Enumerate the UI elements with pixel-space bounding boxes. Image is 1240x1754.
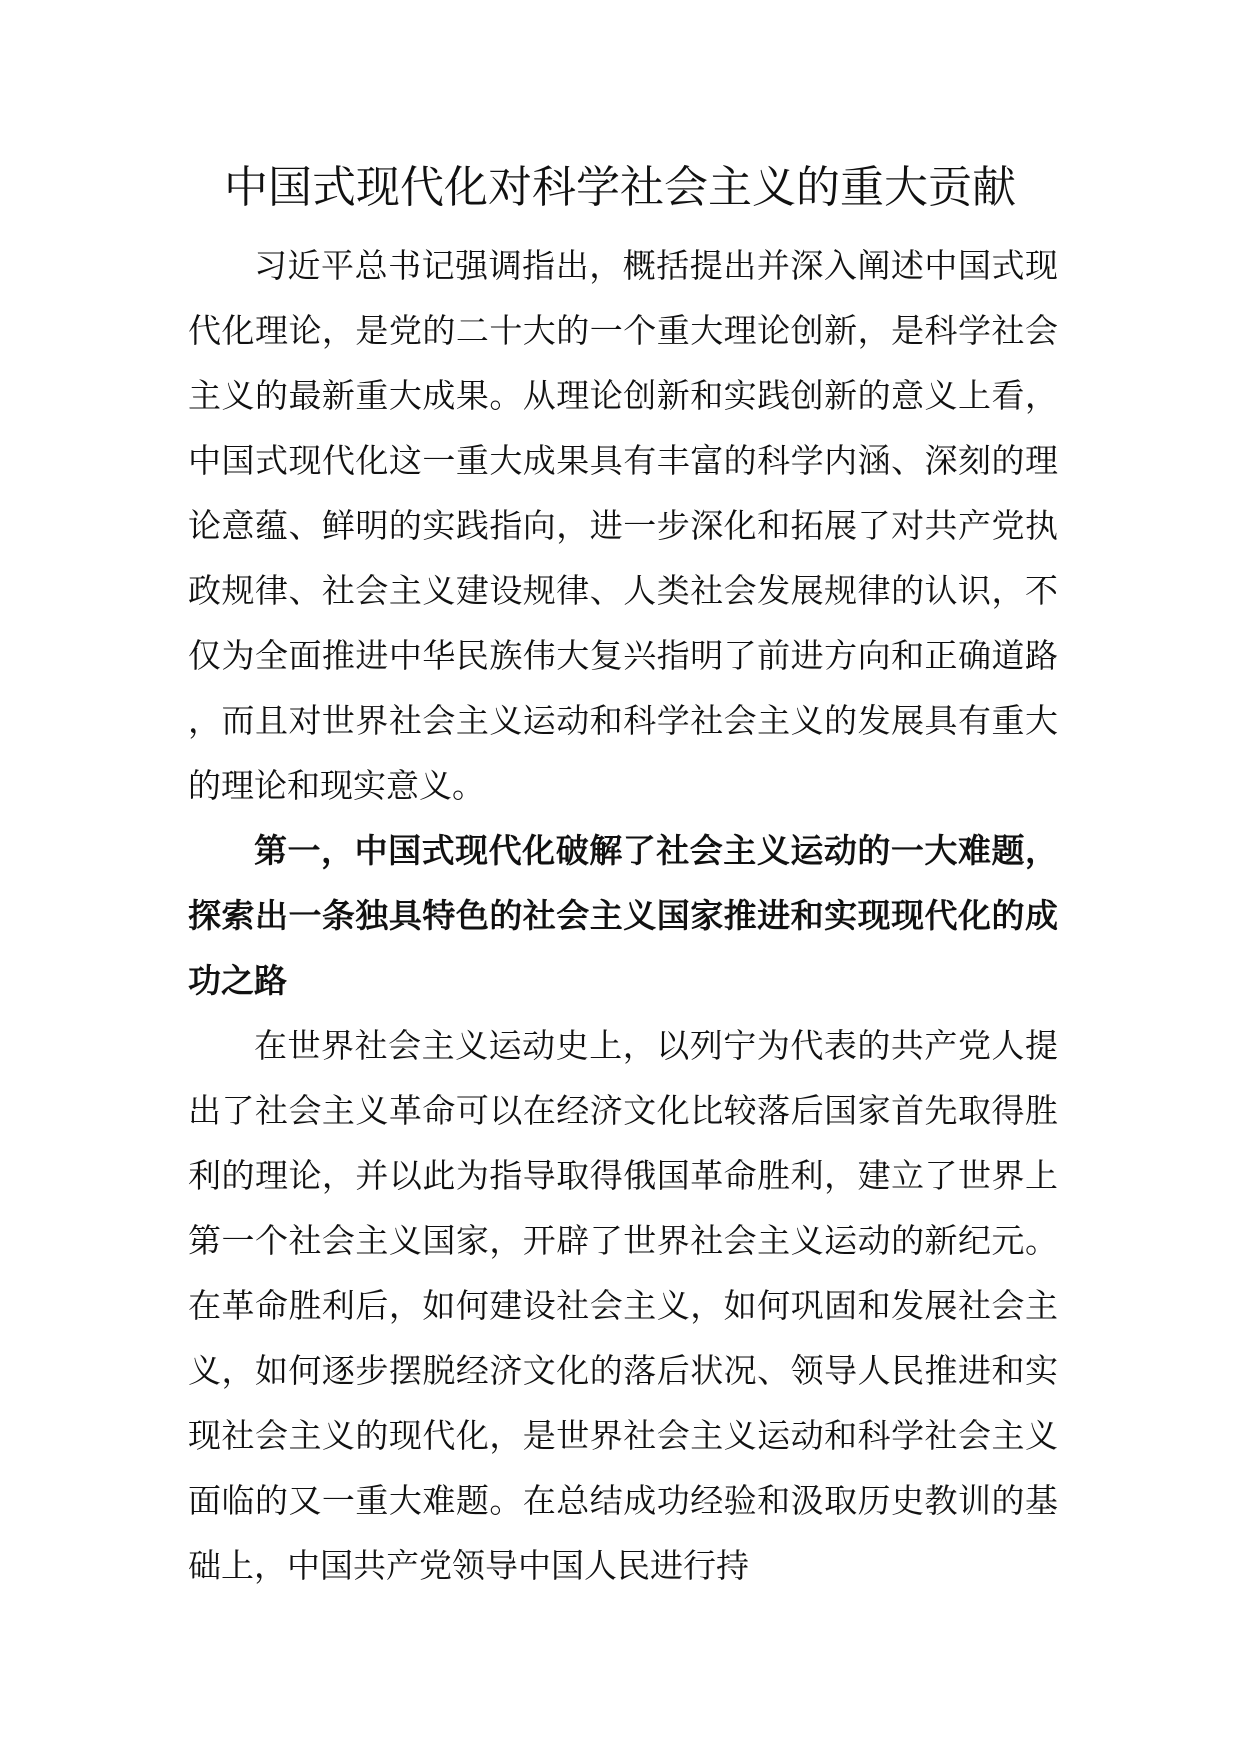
document-body: [188, 233, 1058, 1598]
section-heading-first: 第一，中国式现代化破解了社会主义运动的一大难题，探索出一条独具特色的社会主义国家推进和实现现代化的成功之路: [188, 831, 1058, 1000]
paragraph-history: 在世界社会主义运动史上，以列宁为代表的共产党人提出了社会主义革命可以在经济文化比较落后国家首先取得胜利的理论，并以此为指导取得俄国革命胜利，建立了世界上第一个社会主义国家，开辟了世界社会主义运动的新纪元。在革命胜利后，如何建设社会主义，如何巩固和发展社会主义，如何逐步摆脱经济文化的落后状况、领导人民推进和实现社会主义的现代化，是世界社会主义运动和科学社会主义面临的又一重大难题。在总结成功经验和汲取历史教训的基础上，中国共产党领导中国人民进行持: [188, 1026, 1058, 1585]
document-title: 中国式现代化对科学社会主义的重大贡献: [224, 162, 1016, 213]
paragraph-intro: 习近平总书记强调指出，概括提出并深入阐述中国式现代化理论，是党的二十大的一个重大理论创新，是科学社会主义的最新重大成果。从理论创新和实践创新的意义上看，中国式现代化这一重大成果具有丰富的科学内涵、深刻的理论意蕴、鲜明的实践指向，进一步深化和拓展了对共产党执政规律、社会主义建设规律、人类社会发展规律的认识，不仅为全面推进中华民族伟大复兴指明了前进方向和正确道路，而且对世界社会主义运动和科学社会主义的发展具有重大的理论和现实意义。: [188, 246, 1058, 805]
